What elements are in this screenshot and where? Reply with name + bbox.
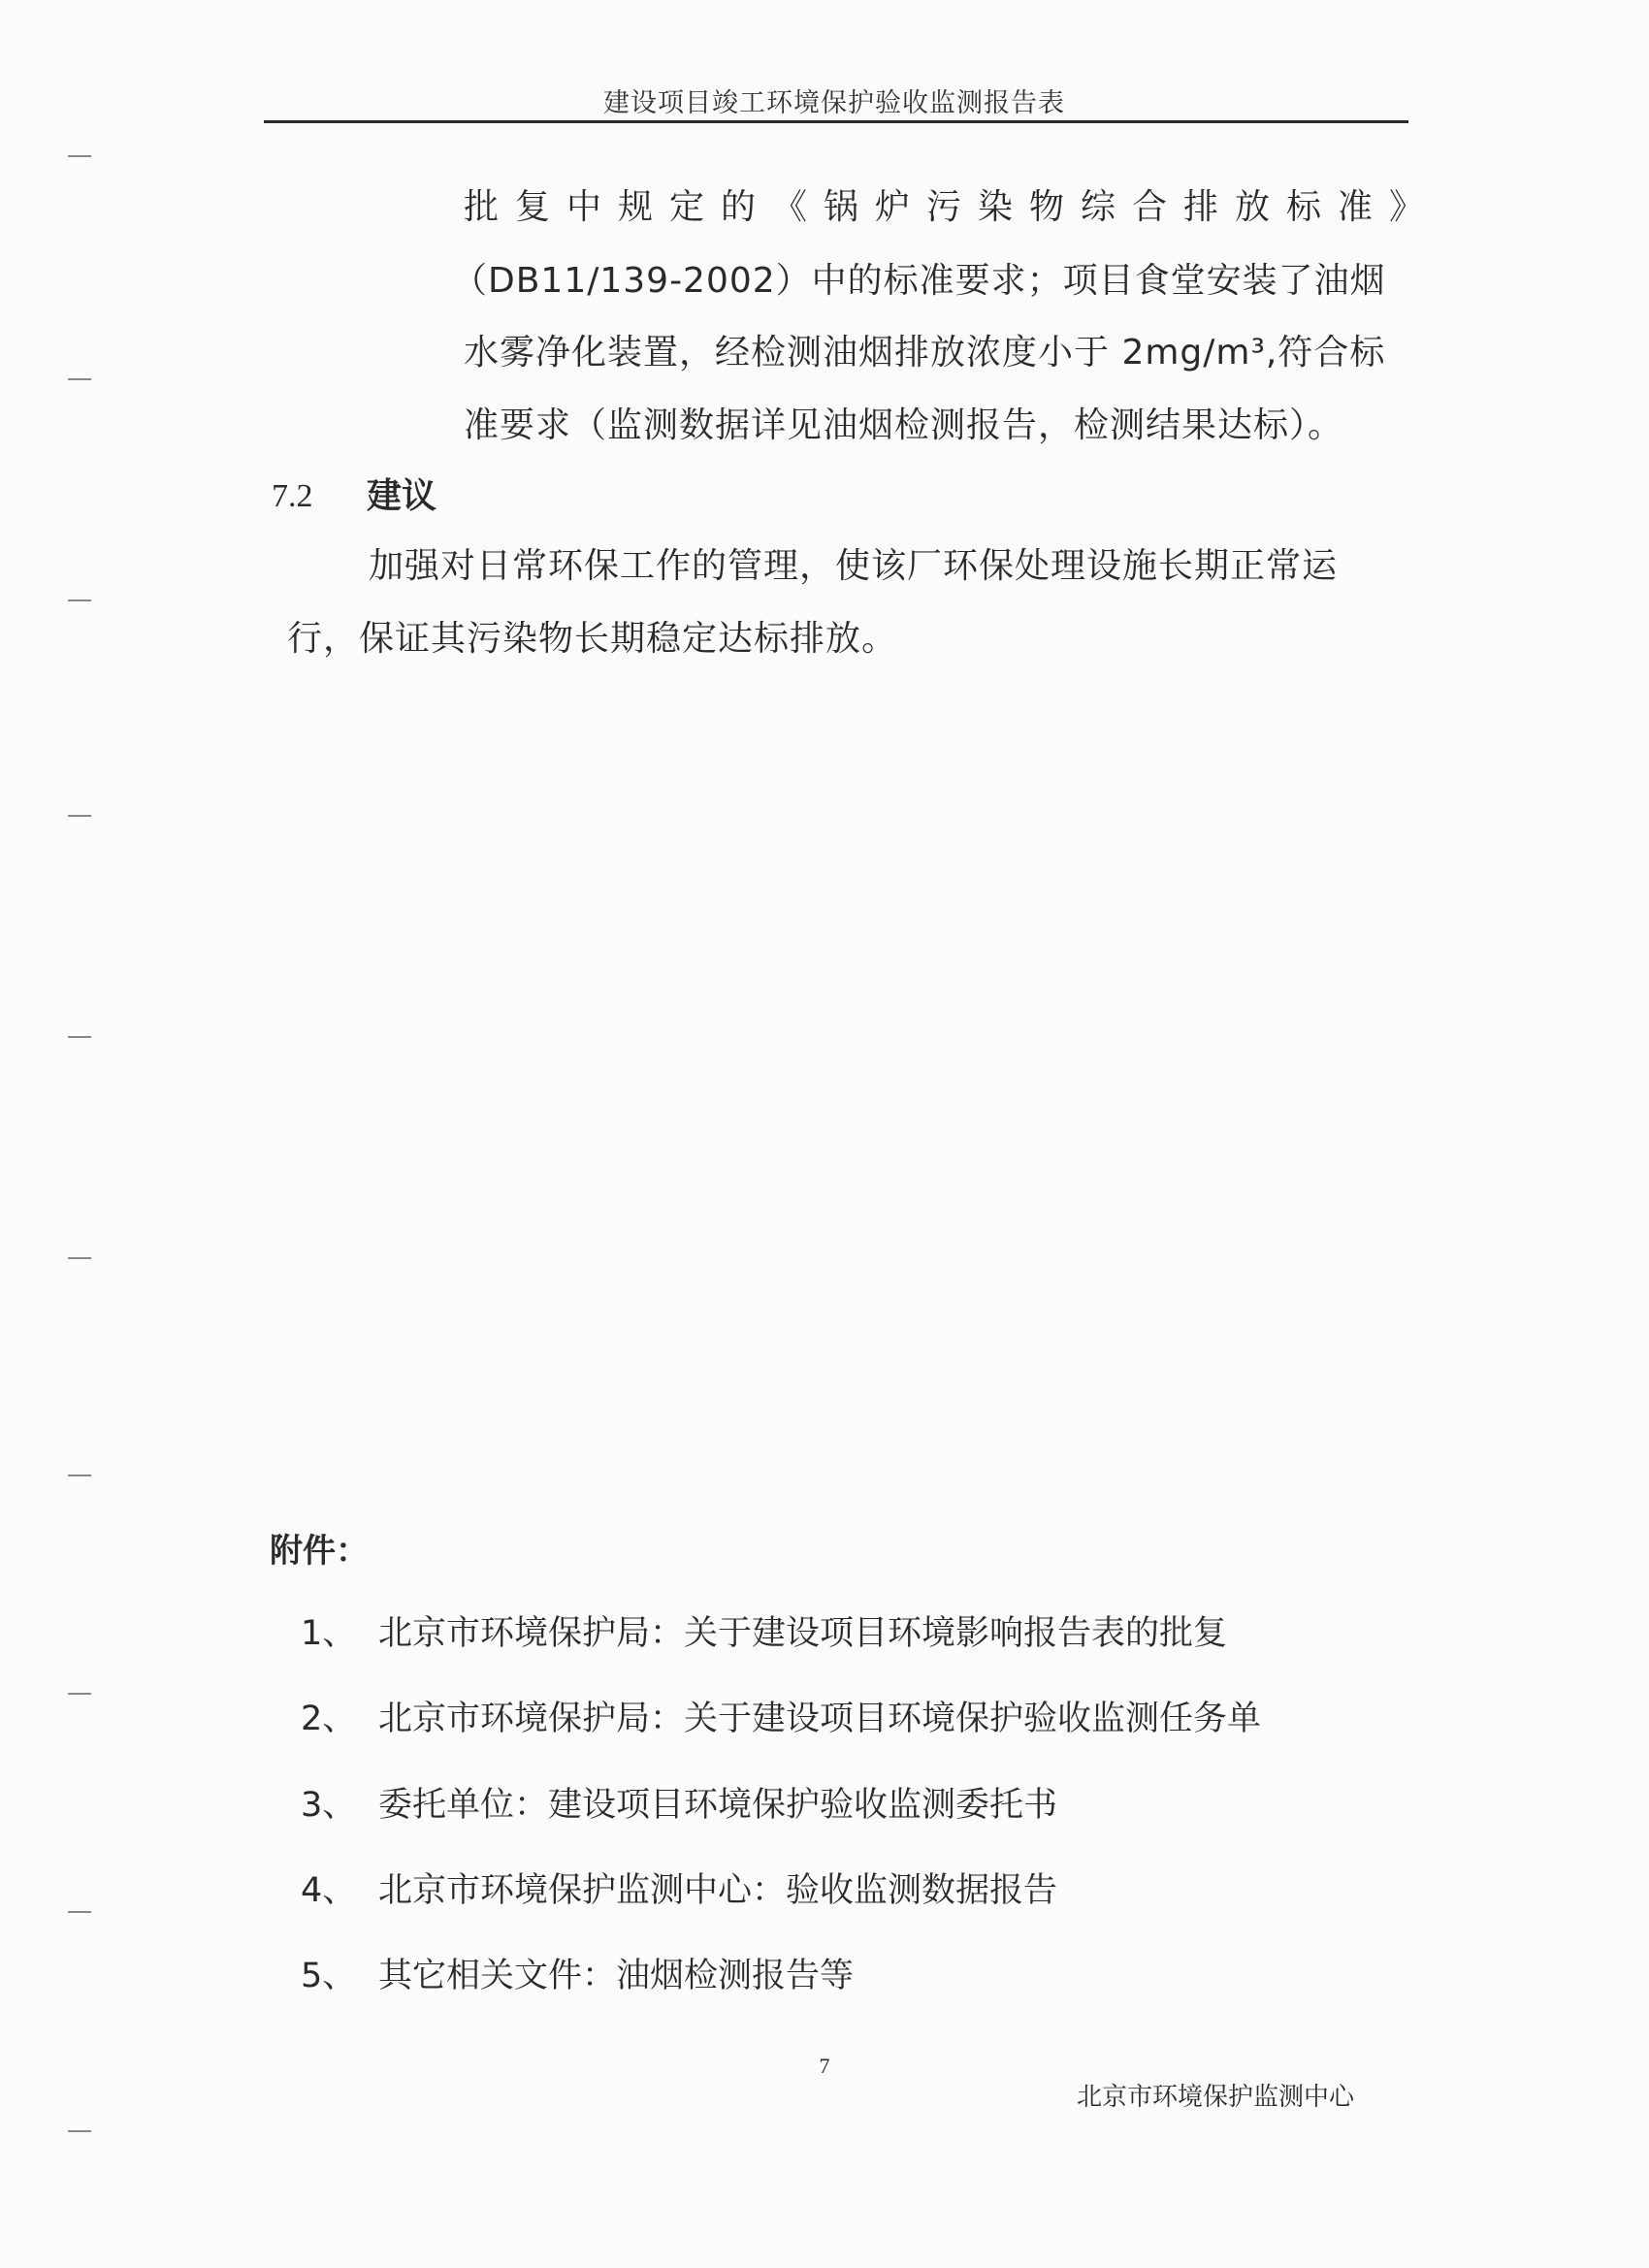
margin-mark: [68, 1257, 91, 1259]
attachment-number: 5、: [301, 1957, 357, 1995]
section-paragraph-line: 行，保证其污染物长期稳定达标排放。: [287, 619, 898, 659]
attachment-number: 2、: [301, 1700, 357, 1738]
attachment-item: [301, 1696, 1261, 1742]
attachment-text: 北京市环境保护监测中心：验收监测数据报告: [378, 1871, 1058, 1910]
attachment-item: [301, 1782, 1057, 1829]
paragraph-line: 准要求（监测数据详见油烟检测报告，检测结果达标）。: [464, 405, 1344, 445]
page-number: 7: [819, 2054, 830, 2078]
paragraph-line: （DB11/139-2002）中的标准要求；项目食堂安装了油烟: [452, 261, 1386, 301]
attachment-number: 4、: [301, 1871, 357, 1910]
margin-mark: [68, 155, 91, 157]
attachment-number: 1、: [301, 1614, 357, 1653]
attachment-item: [301, 1867, 1057, 1914]
attachment-number: 3、: [301, 1786, 357, 1825]
report-header-title: 建设项目竣工环境保护验收监测报告表: [603, 88, 1065, 118]
header-divider: [264, 120, 1408, 123]
margin-mark: [68, 1036, 91, 1038]
margin-mark: [68, 2130, 91, 2132]
paragraph-line: 批复中规定的《锅炉污染物综合排放标准》: [464, 187, 1441, 227]
attachments-title: 附件：: [270, 1532, 369, 1571]
attachment-item: [301, 1610, 1227, 1657]
margin-mark: [68, 1911, 91, 1913]
attachment-item: [301, 1953, 854, 1999]
margin-mark: [68, 599, 91, 601]
footer-organization: 北京市环境保护监测中心: [1077, 2083, 1355, 2112]
paragraph-line: 水雾净化装置，经检测油烟排放浓度小于 2mg/m³,符合标: [464, 333, 1386, 373]
attachment-text: 委托单位：建设项目环境保护验收监测委托书: [378, 1786, 1058, 1825]
attachment-text: 其它相关文件：油烟检测报告等: [378, 1957, 855, 1995]
margin-mark: [68, 378, 91, 380]
section-number: 7.2: [272, 478, 313, 514]
margin-mark: [68, 1693, 91, 1695]
attachment-text: 北京市环境保护局：关于建设项目环境影响报告表的批复: [378, 1614, 1228, 1653]
attachment-text: 北京市环境保护局：关于建设项目环境保护验收监测任务单: [378, 1700, 1262, 1738]
margin-mark: [68, 1474, 91, 1476]
margin-mark: [68, 815, 91, 817]
section-paragraph-line: 加强对日常环保工作的管理，使该厂环保处理设施长期正常运: [369, 546, 1339, 586]
section-title: 建议: [367, 476, 437, 516]
